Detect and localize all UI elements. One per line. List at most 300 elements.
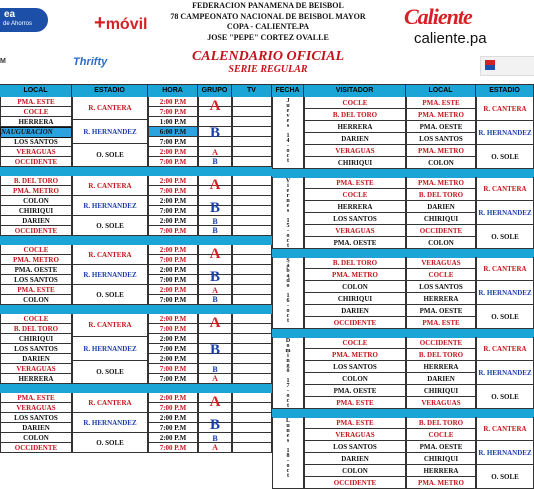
date-text: [272, 179, 304, 249]
panama-flag-icon: [480, 56, 534, 76]
date-char: n: [286, 358, 290, 364]
tv-cell: [232, 344, 272, 354]
right-schedule-table: [272, 84, 534, 487]
date-char: u: [286, 423, 290, 429]
stadium-cell: O. SOLE: [476, 465, 534, 489]
time-cell: 7:00 P.M: [148, 374, 198, 384]
group-letter: B: [209, 269, 220, 285]
time-cell: 2:00 P.M: [148, 216, 198, 226]
title-line-3: COPA - CALIENTE.PA: [226, 22, 310, 31]
stadium-cell: R. CANTERA: [72, 97, 148, 120]
team-cell: B. DEL TORO: [0, 176, 72, 186]
caliente-pa-logo: caliente.pa: [414, 30, 487, 47]
team-cell: PMA. ESTE: [0, 97, 72, 107]
stadium-cell: R. HERNANDEZ: [476, 441, 534, 465]
column-header: TV: [232, 85, 272, 97]
visitor-cell: PMA. ESTE: [304, 397, 406, 409]
team-cell: B. DEL TORO: [0, 324, 72, 334]
team-cell: LOS SANTOS: [0, 413, 72, 423]
column-header: ESTADIO: [476, 85, 534, 97]
tv-cell: [232, 413, 272, 423]
date-char: a: [286, 273, 290, 279]
time-cell: 2:00 P.M: [148, 265, 198, 275]
visitor-cell: DARIEN: [304, 133, 406, 145]
group-letter: A: [209, 246, 221, 262]
time-cell: 7:00 P.M: [148, 157, 198, 167]
federation-title: [158, 1, 378, 43]
team-cell: PMA. METRO: [0, 255, 72, 265]
time-cell: 7:00 P.M: [148, 255, 198, 265]
group-letter: A: [212, 443, 218, 452]
time-cell: 1:00 P.M: [148, 117, 198, 127]
date-text: [272, 259, 304, 324]
local-cell: PMA. METRO: [406, 477, 476, 489]
local-cell: PMA. OESTE: [406, 121, 476, 133]
movil-logo: [94, 12, 147, 35]
date-char: u: [286, 103, 290, 109]
local-cell: COCLE: [406, 269, 476, 281]
date-char: c: [286, 313, 290, 319]
time-cell: 7:00 P.M: [148, 107, 198, 117]
local-cell: B. DEL TORO: [406, 417, 476, 429]
date-char: o: [286, 463, 290, 469]
bank-logo-text: ea: [4, 9, 16, 20]
stadium-cell: R. HERNANDEZ: [72, 265, 148, 285]
time-cell: 2:00 P.M: [148, 354, 198, 364]
visitor-cell: PMA. METRO: [304, 349, 406, 361]
team-cell: OCCIDENTE: [0, 226, 72, 236]
plus-icon: +: [94, 12, 106, 34]
time-cell: 2:00 P.M: [148, 285, 198, 295]
date-char: t: [287, 243, 289, 249]
group-letter: A: [209, 98, 221, 114]
date-char: i: [287, 183, 289, 189]
column-header: LOCAL: [406, 85, 476, 97]
tv-cell: [232, 393, 272, 403]
tv-cell: [232, 176, 272, 186]
date-char: e: [286, 118, 290, 124]
visitor-cell: COCLE: [304, 97, 406, 109]
date-char: 1: [286, 448, 290, 454]
date-text: [272, 339, 304, 409]
team-cell: OCCIDENTE: [0, 157, 72, 167]
date-char: o: [286, 308, 290, 314]
stadium-cell: R. HERNANDEZ: [476, 361, 534, 385]
time-cell: 7:00 P.M: [148, 443, 198, 453]
time-cell: 7:00 P.M: [148, 364, 198, 374]
team-cell: COCLE: [0, 245, 72, 255]
date-char: o: [286, 343, 290, 349]
date-char: -: [287, 143, 289, 149]
section-divider: [0, 305, 272, 314]
local-cell: COLON: [406, 237, 476, 249]
tv-cell: [232, 423, 272, 433]
tv-cell: [232, 157, 272, 167]
visitor-cell: PMA. METRO: [304, 269, 406, 281]
group-letter: B: [212, 434, 218, 443]
date-char: v: [286, 113, 290, 119]
left-schedule-table: [0, 84, 272, 463]
local-cell: OCCIDENTE: [406, 337, 476, 349]
visitor-cell: OCCIDENTE: [304, 317, 406, 329]
visitor-cell: LOS SANTOS: [304, 213, 406, 225]
local-cell: COLON: [406, 157, 476, 169]
time-cell: 2:00 P.M: [148, 314, 198, 324]
team-cell: COLON: [0, 295, 72, 305]
local-cell: COCLE: [406, 429, 476, 441]
tv-cell: [232, 226, 272, 236]
column-header: VISITADOR: [304, 85, 406, 97]
date-char: á: [286, 263, 290, 269]
date-char: -: [287, 303, 289, 309]
visitor-cell: B. DEL TORO: [304, 109, 406, 121]
stadium-cell: R. HERNANDEZ: [72, 120, 148, 144]
tv-cell: [232, 324, 272, 334]
stadium-cell: R. CANTERA: [72, 176, 148, 196]
date-char: 1: [286, 133, 290, 139]
section-divider: [0, 167, 272, 176]
time-cell: 7:00 P.M: [148, 344, 198, 354]
date-char: -: [287, 388, 289, 394]
visitor-cell: PMA. ESTE: [304, 177, 406, 189]
stadium-cell: O. SOLE: [476, 385, 534, 409]
local-cell: DARIEN: [406, 373, 476, 385]
local-cell: LOS SANTOS: [406, 133, 476, 145]
tv-cell: [232, 433, 272, 443]
date-text: [272, 99, 304, 164]
group-letter: B: [209, 342, 220, 358]
team-cell: LOS SANTOS: [0, 275, 72, 285]
team-cell: COLON: [0, 433, 72, 443]
local-cell: PMA. ESTE: [406, 97, 476, 109]
visitor-cell: VERAGUAS: [304, 225, 406, 237]
stadium-cell: R. CANTERA: [476, 257, 534, 281]
column-header: ESTADIO: [72, 85, 148, 97]
team-cell: HERRERA: [0, 117, 72, 127]
stadium-cell: R. HERNANDEZ: [476, 201, 534, 225]
group-letter: B: [212, 226, 218, 235]
date-char: L: [285, 418, 290, 424]
local-cell: VERAGUAS: [406, 397, 476, 409]
team-cell: COLON: [0, 196, 72, 206]
visitor-cell: LOS SANTOS: [304, 441, 406, 453]
time-cell: 7:00 P.M: [148, 137, 198, 147]
stadium-cell: O. SOLE: [72, 285, 148, 305]
team-cell: CHIRIQUI: [0, 206, 72, 216]
local-cell: PMA. METRO: [406, 177, 476, 189]
stadium-cell: R. CANTERA: [72, 393, 148, 413]
tv-cell: [232, 117, 272, 127]
tv-cell: [232, 334, 272, 344]
local-cell: PMA. ESTE: [406, 317, 476, 329]
tv-cell: [232, 354, 272, 364]
stadium-cell: R. CANTERA: [476, 417, 534, 441]
time-cell: 7:00 P.M: [148, 324, 198, 334]
time-cell: 2:00 P.M: [148, 245, 198, 255]
date-char: s: [286, 208, 290, 214]
stadium-cell: R. HERNANDEZ: [72, 337, 148, 361]
team-cell: OCCIDENTE: [0, 443, 72, 453]
group-letter: A: [212, 286, 218, 295]
local-cell: B. DEL TORO: [406, 189, 476, 201]
stadium-cell: O. SOLE: [476, 145, 534, 169]
calendar-title: CALENDARIO OFICIAL: [191, 49, 345, 64]
time-cell: 7:00 P.M: [148, 403, 198, 413]
local-cell: PMA. METRO: [406, 109, 476, 121]
team-cell: LOS SANTOS: [0, 344, 72, 354]
local-cell: VERAGUAS: [406, 257, 476, 269]
date-char: J: [286, 98, 290, 104]
date-text: [272, 419, 304, 479]
team-cell: DARIEN: [0, 354, 72, 364]
time-cell: 6:00 P.M: [148, 127, 198, 137]
date-char: o: [286, 393, 290, 399]
stadium-cell: O. SOLE: [72, 216, 148, 236]
column-header: LOCAL: [0, 85, 72, 97]
tv-cell: [232, 137, 272, 147]
time-cell: 2:00 P.M: [148, 413, 198, 423]
visitor-cell: COLON: [304, 465, 406, 477]
tv-cell: [232, 275, 272, 285]
column-header: HORA: [148, 85, 198, 97]
group-letter: A: [209, 177, 221, 193]
stadium-cell: O. SOLE: [476, 305, 534, 329]
team-cell: DARIEN: [0, 423, 72, 433]
section-divider: [0, 384, 272, 393]
local-cell: HERRERA: [406, 293, 476, 305]
group-letter: B: [212, 217, 218, 226]
time-cell: 7:00 P.M: [148, 206, 198, 216]
tv-cell: [232, 295, 272, 305]
time-cell: 7:00 P.M: [148, 295, 198, 305]
date-char: e: [286, 188, 290, 194]
date-char: n: [286, 428, 290, 434]
date-char: d: [286, 278, 290, 284]
date-char: -: [287, 228, 289, 234]
date-char: c: [286, 468, 290, 474]
tv-cell: [232, 186, 272, 196]
date-char: o: [286, 368, 290, 374]
tv-cell: [232, 206, 272, 216]
date-char: t: [287, 473, 289, 479]
date-char: c: [286, 398, 290, 404]
calendar-subtitle: SERIE REGULAR: [228, 64, 308, 75]
local-cell: PMA. METRO: [406, 145, 476, 157]
date-char: D: [285, 338, 291, 344]
date-char: i: [287, 353, 289, 359]
time-cell: 2:00 P.M: [148, 97, 198, 107]
stadium-cell: O. SOLE: [72, 433, 148, 453]
stadium-cell: R. HERNANDEZ: [476, 281, 534, 305]
title-line-2: 78 CAMPEONATO NACIONAL DE BEISBOL MAYOR: [170, 11, 366, 21]
date-char: c: [286, 153, 290, 159]
local-cell: HERRERA: [406, 465, 476, 477]
tv-cell: [232, 255, 272, 265]
visitor-cell: COLON: [304, 281, 406, 293]
team-cell: DARIEN: [0, 216, 72, 226]
date-char: b: [286, 268, 290, 274]
team-cell: PMA. OESTE: [0, 265, 72, 275]
stadium-cell: R. CANTERA: [72, 245, 148, 265]
section-divider: [0, 236, 272, 245]
group-letter: B: [209, 125, 220, 141]
date-char: S: [286, 258, 290, 264]
tv-cell: [232, 196, 272, 206]
group-letter: A: [212, 374, 218, 383]
date-char: s: [286, 438, 290, 444]
time-cell: 2:00 P.M: [148, 176, 198, 186]
local-cell: OCCIDENTE: [406, 225, 476, 237]
tv-cell: [232, 443, 272, 453]
team-cell: PMA. ESTE: [0, 285, 72, 295]
team-cell: COCLE: [0, 314, 72, 324]
visitor-cell: OCCIDENTE: [304, 477, 406, 489]
tv-cell: [232, 364, 272, 374]
visitor-cell: COLON: [304, 373, 406, 385]
date-char: o: [286, 233, 290, 239]
tv-cell: [232, 245, 272, 255]
team-cell: VERAGUAS: [0, 364, 72, 374]
group-letter: A: [209, 315, 221, 331]
stadium-cell: O. SOLE: [72, 144, 148, 167]
sponsor-logo-m: M: [0, 58, 6, 65]
team-cell: PMA. ESTE: [0, 393, 72, 403]
stadium-cell: R. HERNANDEZ: [72, 196, 148, 216]
team-cell: PMA. METRO: [0, 186, 72, 196]
local-cell: HERRERA: [406, 361, 476, 373]
time-cell: 7:00 P.M: [148, 423, 198, 433]
date-char: g: [286, 363, 290, 369]
tv-cell: [232, 314, 272, 324]
stadium-cell: R. CANTERA: [476, 177, 534, 201]
stadium-cell: O. SOLE: [476, 225, 534, 249]
time-cell: 2:00 P.M: [148, 393, 198, 403]
tv-cell: [232, 374, 272, 384]
date-char: -: [287, 458, 289, 464]
date-char: r: [286, 193, 290, 199]
date-char: 1: [286, 218, 290, 224]
local-cell: CHIRIQUI: [406, 213, 476, 225]
stadium-cell: R. CANTERA: [72, 314, 148, 337]
local-cell: LOS SANTOS: [406, 281, 476, 293]
header: [0, 0, 534, 84]
time-cell: 7:00 P.M: [148, 186, 198, 196]
date-char: e: [286, 433, 290, 439]
date-char: 7: [286, 383, 290, 389]
visitor-cell: VERAGUAS: [304, 145, 406, 157]
tv-cell: [232, 127, 272, 137]
date-char: 5: [286, 223, 290, 229]
tv-cell: [232, 265, 272, 275]
team-cell: CHIRIQUI: [0, 334, 72, 344]
date-char: m: [285, 348, 291, 354]
visitor-cell: PMA. OESTE: [304, 237, 406, 249]
movil-logo-text: móvil: [105, 16, 148, 33]
group-letter: B: [209, 417, 220, 433]
visitor-cell: CHIRIQUI: [304, 157, 406, 169]
visitor-cell: COCLE: [304, 337, 406, 349]
visitor-cell: LOS SANTOS: [304, 361, 406, 373]
date-char: t: [287, 403, 289, 409]
team-cell: VERAGUAS: [0, 403, 72, 413]
date-char: e: [286, 203, 290, 209]
date-char: e: [286, 108, 290, 114]
tv-cell: [232, 403, 272, 413]
time-cell: 2:00 P.M: [148, 334, 198, 344]
local-cell: CHIRIQUI: [406, 453, 476, 465]
caliente-logo: Caliente: [404, 4, 472, 29]
column-header: GRUPO: [198, 85, 232, 97]
date-char: c: [286, 238, 290, 244]
bank-logo: [0, 8, 48, 32]
group-letter: A: [212, 148, 218, 157]
local-cell: PMA. OESTE: [406, 441, 476, 453]
team-cell: LOS SANTOS: [0, 137, 72, 147]
visitor-cell: CHIRIQUI: [304, 293, 406, 305]
tv-cell: [232, 107, 272, 117]
tv-cell: [232, 285, 272, 295]
local-cell: CHIRIQUI: [406, 385, 476, 397]
column-header: FECHA: [272, 85, 304, 97]
time-cell: 2:00 P.M: [148, 147, 198, 157]
local-cell: DARIEN: [406, 201, 476, 213]
date-char: s: [286, 123, 290, 129]
visitor-cell: VERAGUAS: [304, 429, 406, 441]
time-cell: 7:00 P.M: [148, 275, 198, 285]
local-cell: B. DEL TORO: [406, 349, 476, 361]
group-letter: B: [209, 200, 220, 216]
tv-cell: [232, 147, 272, 157]
group-letter: A: [209, 394, 221, 410]
group-letter: B: [212, 365, 218, 374]
visitor-cell: B. DEL TORO: [304, 257, 406, 269]
bank-logo-sub: de Ahorros: [3, 21, 33, 27]
visitor-cell: PMA. ESTE: [304, 417, 406, 429]
time-cell: 7:00 P.M: [148, 226, 198, 236]
group-letter: B: [212, 295, 218, 304]
stadium-cell: R. CANTERA: [476, 337, 534, 361]
inauguration-badge: NAUGURACION: [0, 127, 72, 138]
visitor-cell: HERRERA: [304, 201, 406, 213]
stadium-cell: R. HERNANDEZ: [476, 121, 534, 145]
date-char: 6: [286, 298, 290, 304]
team-cell: COCLE: [0, 107, 72, 117]
stadium-cell: O. SOLE: [72, 361, 148, 384]
time-cell: 2:00 P.M: [148, 433, 198, 443]
date-char: 4: [286, 138, 290, 144]
tv-cell: [232, 216, 272, 226]
team-cell: VERAGUAS: [0, 147, 72, 157]
group-letter: B: [212, 157, 218, 166]
date-char: V: [285, 178, 291, 184]
visitor-cell: PMA. OESTE: [304, 385, 406, 397]
date-char: n: [286, 198, 290, 204]
date-char: o: [286, 283, 290, 289]
stadium-cell: R. CANTERA: [476, 97, 534, 121]
tv-cell: [232, 97, 272, 107]
visitor-cell: COCLE: [304, 189, 406, 201]
thrifty-logo: Thrifty: [73, 56, 108, 68]
title-line-4: JOSE "PEPE" CORTEZ OVALLE: [207, 32, 329, 42]
date-char: 8: [286, 453, 290, 459]
visitor-cell: HERRERA: [304, 121, 406, 133]
date-char: o: [286, 148, 290, 154]
date-char: 1: [286, 378, 290, 384]
date-char: t: [287, 318, 289, 324]
visitor-cell: DARIEN: [304, 453, 406, 465]
stadium-cell: R. HERNANDEZ: [72, 413, 148, 433]
title-line-1: FEDERACION PANAMENA DE BEISBOL: [192, 1, 344, 10]
